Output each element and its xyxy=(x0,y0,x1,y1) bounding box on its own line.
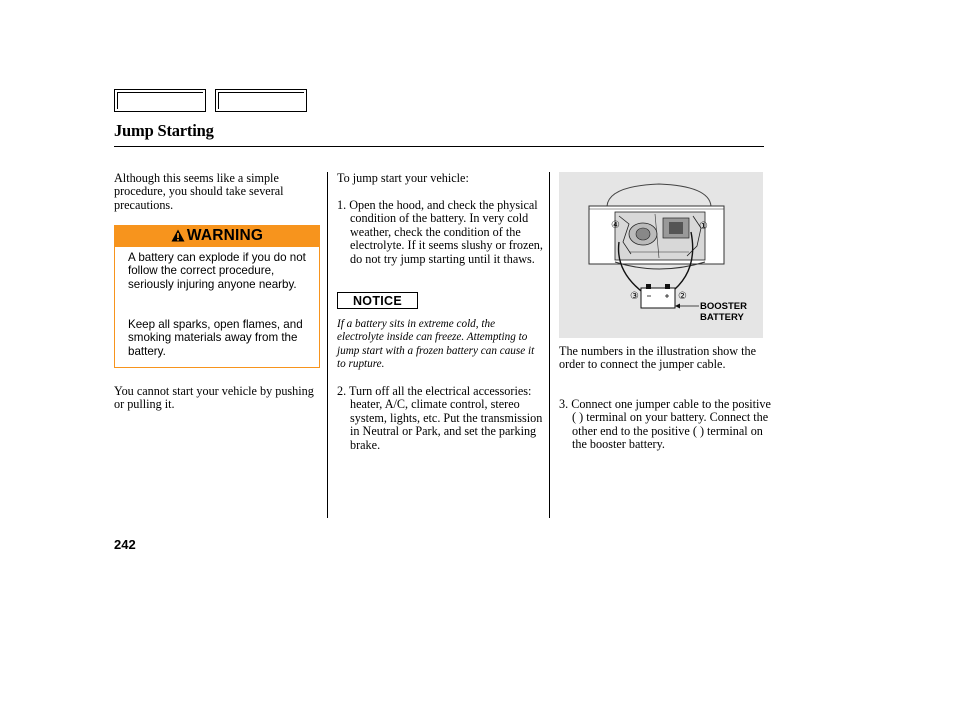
page-title: Jump Starting xyxy=(114,121,214,140)
notice-label: NOTICE xyxy=(352,293,403,308)
notice-text: If a battery sits in extreme cold, the electrolyte inside can freeze. Attempting to jump start with a frozen battery can cause it to rupture. xyxy=(337,318,535,371)
warning-label: WARNING xyxy=(186,226,264,244)
intro-paragraph: Although this seems like a simple procedure, you should take several precautions. xyxy=(114,171,284,212)
callout-3: ③ xyxy=(630,291,639,302)
engine-bay-illustration xyxy=(559,172,763,338)
callout-4: ④ xyxy=(611,220,620,231)
nav-tab-1[interactable] xyxy=(114,89,206,112)
step-2: 2. Turn off all the electrical accessories: heater, A/C, climate control, stereo system, lights, etc. Put the transmission in Neutral or Park, and set the parking brake. xyxy=(337,384,543,452)
warning-triangle-icon xyxy=(171,229,185,242)
step-1: 1. Open the hood, and check the physical condition of the battery. In very cold weather, check the condition of the electrolyte. If it seems slushy or frozen, do not try jump starting until it thaws. xyxy=(337,198,543,266)
warning-header xyxy=(114,225,320,246)
booster-battery-label-1: BOOSTER xyxy=(700,301,747,312)
callout-1: ① xyxy=(699,221,708,232)
page-number: 242 xyxy=(114,537,136,552)
steps-intro: To jump start your vehicle: xyxy=(337,171,469,185)
title-rule xyxy=(114,146,764,147)
step-3: 3. Connect one jumper cable to the positive ( ) terminal on your battery. Connect the other end to the positive ( ) terminal on the booster battery. xyxy=(559,397,771,452)
callout-2: ② xyxy=(678,291,687,302)
warning-text-2: Keep all sparks, open flames, and smoking materials away from the battery. xyxy=(128,318,303,358)
push-start-note: You cannot start your vehicle by pushing or pulling it. xyxy=(114,384,314,412)
nav-tab-2[interactable] xyxy=(215,89,307,112)
notice-label-box xyxy=(337,292,418,309)
column-divider-1 xyxy=(327,172,328,518)
booster-battery-label-2: BATTERY xyxy=(700,312,744,323)
column-divider-2 xyxy=(549,172,550,518)
warning-text-1: A battery can explode if you do not follow the correct procedure, seriously injuring anyone nearby. xyxy=(128,251,306,291)
illustration-caption: The numbers in the illustration show the order to connect the jumper cable. xyxy=(559,344,756,372)
warning-box xyxy=(114,246,320,368)
